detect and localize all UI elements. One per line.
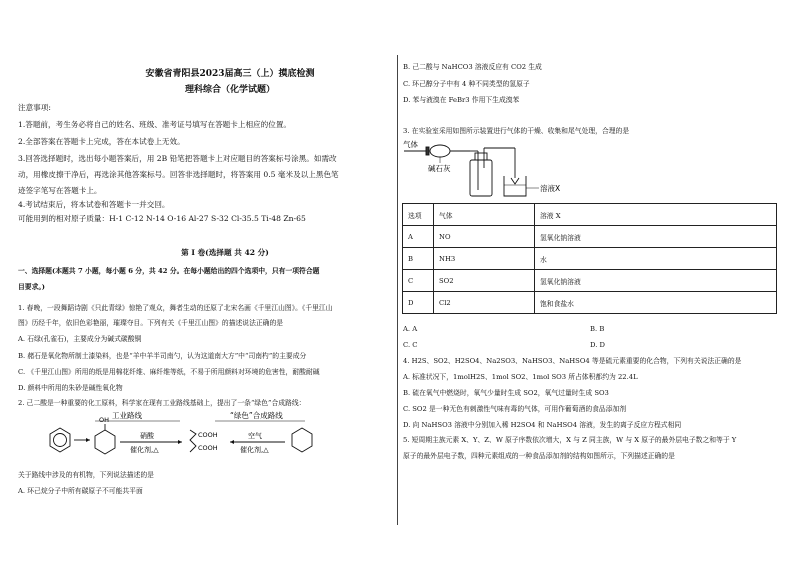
apparatus-diagram [400, 138, 600, 200]
benzene-structure [50, 428, 70, 452]
q4-option-d: D. 向 NaHSO3 溶液中分别加入稀 H2SO4 和 NaHSO4 溶液，发生的离子反应方程式相同 [403, 421, 682, 429]
section-intro: 目要求。) [18, 283, 46, 291]
drying-tube [426, 145, 470, 157]
notice-line: 1.答题前，考生务必将自己的姓名、班级、准考证号填写在答题卡上相应的位置。 [18, 120, 292, 129]
cyclohexanol-structure [95, 424, 115, 454]
table-cell: D [403, 292, 434, 314]
q4-option-a: A. 标准状况下，1molH2S、1mol SO2、1mol SO3 所占体积都约为 22.4L [403, 373, 638, 381]
table-cell: A [403, 226, 434, 248]
q3-option-b: B. B [590, 325, 605, 333]
oh-label: OH [99, 416, 110, 424]
q4-text: 4. H2S、SO2、H2SO4、Na2SO3、NaHSO3、NaHSO4 等是硫元素重要的化合物，下列有关说法正确的是 [403, 357, 742, 365]
q1-option-c: C. 《千里江山图》所用的纸是用棉花纤维、麻纤维等纸，不易于所用颜料对环境的危害性，耐酸耐碱 [18, 368, 320, 376]
q4-option-c: C. SO2 是一种无色有刺激性气味有毒的气体，可用作葡萄酒的食品添加剂 [403, 405, 627, 413]
beaker [504, 176, 526, 196]
nitric-acid-label: 硝酸 [140, 432, 154, 440]
notice-line: 迹签字笔写在答题卡上。 [18, 186, 102, 195]
q1-option-b: B. 赭石是氧化物所制土漆染料，也是“羊中羊半司南勺，认为这道南大方”中“司南杓”的主要成分 [18, 352, 307, 360]
q5-text: 原子的最外层电子数，四种元素组成的一种食品添加剂的结构如图所示，下列描述正确的是 [403, 452, 675, 460]
table-row [403, 292, 777, 314]
table-header-cell: 溶液 X [535, 204, 777, 226]
q1-option-d: D. 颜料中所用的朱砂是碱性氧化物 [18, 384, 123, 392]
notice-line: 4.考试结束后，将本试卷和答题卡一并交回。 [18, 200, 170, 209]
q3-option-d: D. D [590, 341, 605, 349]
adipic-acid-structure [190, 430, 196, 452]
q2-option-c: C. 环己醇分子中有 4 种不同类型的氢原子 [403, 80, 530, 88]
q1-text: 图》历经千年，依旧色彩艳丽，璀璨夺目。下列有关《千里江山图》的描述说法正确的是 [18, 319, 284, 327]
notice-line: 3.回答选择题时，选出每小题答案后，用 2B 铅笔把答题卡上对应题目的答案标号涂黑。如需改 [18, 154, 337, 163]
table-cell: SO2 [434, 270, 535, 292]
q3-option-c: C. C [403, 341, 418, 349]
catalyst-label-1: 催化剂,△ [130, 446, 159, 454]
q2-option-a: A. 环己烷分子中所有碳原子不可能共平面 [18, 487, 143, 495]
atomic-mass-line: 可能用到的相对原子质量：H-1 C-12 N-14 O-16 Al-27 S-32 Cl-35.5 Ti-48 Zn-65 [18, 214, 306, 223]
notice-line: 2.全部答案在答题卡上完成，答在本试卷上无效。 [18, 137, 185, 146]
solution-label: 溶液X [540, 184, 561, 193]
lime-label: 碱石灰 [428, 164, 451, 173]
collection-bottle [470, 148, 515, 196]
exam-title: 安徽省青阳县2023届高三（上）摸底检测 [145, 69, 315, 79]
q3-text: 3. 在实验室采用如图所示装置进行气体的干燥、收集和尾气处理，合理的是 [403, 127, 630, 135]
table-cell: NO [434, 226, 535, 248]
table-cell: NH3 [434, 248, 535, 270]
cooh-label-1: COOH [198, 431, 218, 439]
notice-heading: 注意事项: [18, 103, 51, 112]
table-cell: 水 [535, 248, 777, 270]
catalyst-label-2: 催化剂,△ [240, 446, 269, 454]
table-cell: 饱和食盐水 [535, 292, 777, 314]
table-row [403, 270, 777, 292]
table-row [403, 248, 777, 270]
table-cell: B [403, 248, 434, 270]
industrial-route-label: 工业路线 [112, 411, 142, 420]
green-route-label: “绿色”合成路线 [230, 411, 283, 420]
q1-option-a: A. 石绿(孔雀石)，主要成分为碱式碳酸铜 [18, 335, 142, 343]
table-cell: C [403, 270, 434, 292]
q1-text: 1. 春晚，一段舞蹈诗剧《只此青绿》惊艳了观众，舞者生动的还原了北宋名画《千里江山图》。《千里江山 [18, 304, 333, 312]
table-row [403, 226, 777, 248]
air-label: 空气 [248, 432, 262, 440]
section-intro: 一、选择题(本题共 7 小题，每小题 6 分，共 42 分。在每小题给出的四个选项中，只有一项符合题 [18, 267, 320, 275]
q5-text: 5. 短周期主族元素 X、Y、Z、W 原子序数依次增大，X 与 Z 同主族，W 与 X 原子的最外层电子数之和等于 Y [403, 436, 737, 444]
cooh-label-2: COOH [198, 444, 218, 452]
q2-option-b: B. 己二酸与 NaHCO3 溶液反应有 CO2 生成 [403, 63, 542, 71]
cyclohexane-structure [292, 428, 312, 452]
table-cell: 氢氧化钠溶液 [535, 270, 777, 292]
q2-text: 2. 己二酸是一种重要的化工原料，科学家在现有工业路线基础上，提出了一条“绿色”合成路线： [18, 399, 306, 407]
table-cell: Cl2 [434, 292, 535, 314]
column-divider [397, 55, 398, 525]
table-cell: 氢氧化钠溶液 [535, 226, 777, 248]
table-header-cell: 气体 [434, 204, 535, 226]
table-header-row [403, 204, 777, 226]
q4-option-b: B. 硫在氧气中燃烧时，氧气少量时生成 SO2，氧气过量时生成 SO3 [403, 389, 609, 397]
section-title: 第 I 卷(选择题 共 42 分) [181, 248, 269, 257]
table-header-cell: 选项 [403, 204, 434, 226]
gas-label: 气体 [403, 140, 418, 149]
q2-option-d: D. 苯与液溴在 FeBr3 作用下生成溴苯 [403, 96, 520, 104]
options-table [402, 203, 777, 314]
q3-option-a: A. A [403, 325, 418, 333]
exam-subtitle: 理科综合（化学试题） [184, 85, 275, 95]
synthesis-scheme [40, 410, 360, 468]
q2-question: 关于路线中涉及的有机物，下列说法描述的是 [18, 471, 154, 479]
notice-line: 动，用橡皮擦干净后，再选涂其他答案标号。回答非选择题时，将答案用 0.5 毫米及以上黑色笔 [18, 170, 339, 179]
